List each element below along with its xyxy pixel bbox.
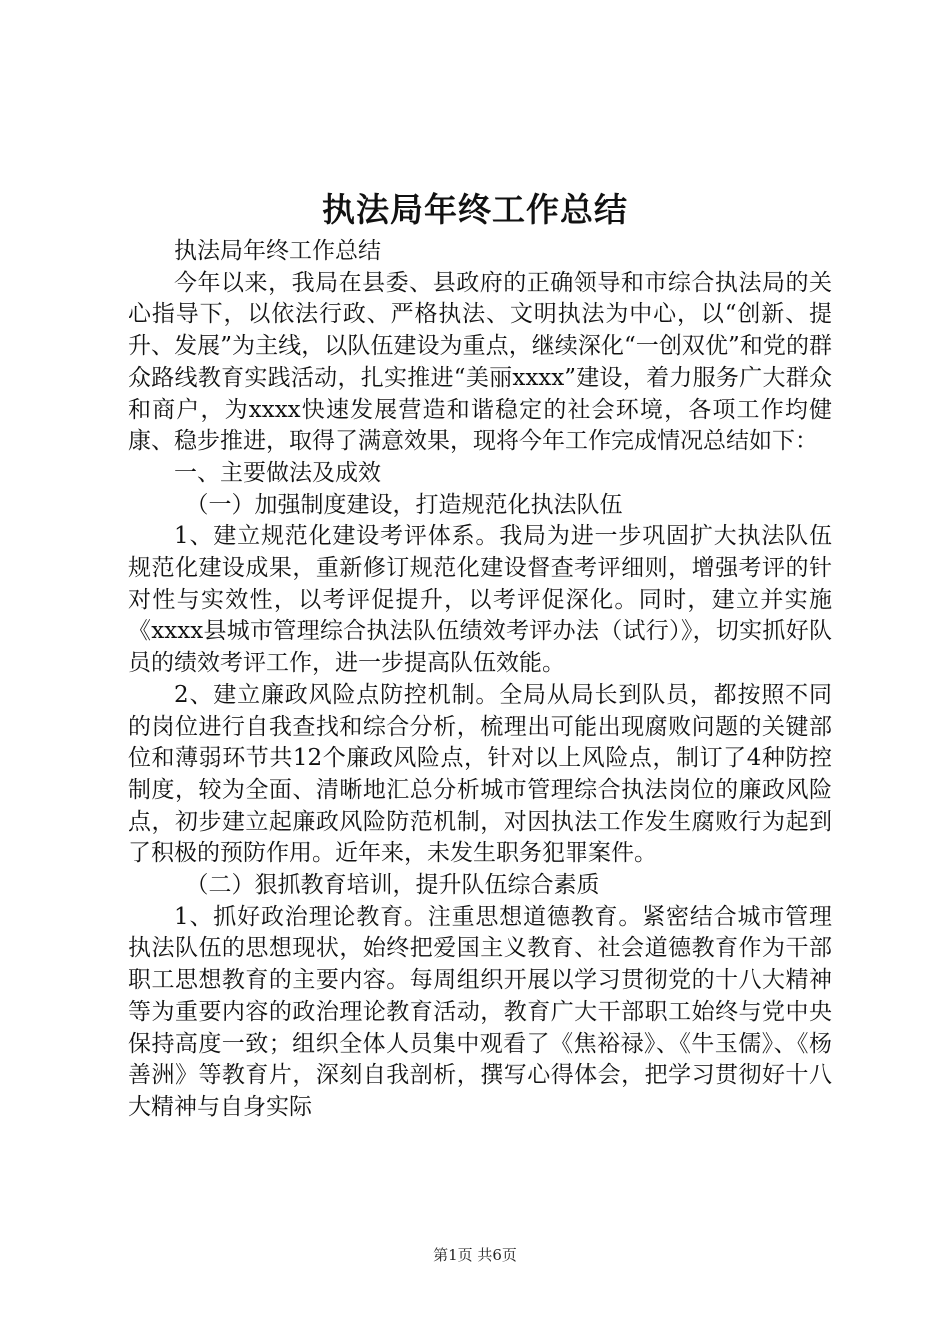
document-title: 执法局年终工作总结 [322, 190, 628, 229]
paragraph: 2、建立廉政风险点防控机制。全局从局长到队员，都按照不同的岗位进行自我查找和综合分析，梳理出可能出现腐败问题的关键部位和薄弱环节共12个廉政风险点，针对以上风险点，制订了4种防控制度，较为全面、清晰地汇总分析城市管理综合执法岗位的廉政风险点，初步建立起廉政风险防范机制，对因执法工作发生腐败行为起到了积极的预防作用。近年来，未发生职务犯罪案件。 [128, 681, 832, 867]
subsection-heading: （一）加强制度建设，打造规范化执法队伍 [185, 491, 623, 518]
paragraph: 执法局年终工作总结 [174, 238, 381, 264]
document-body [128, 236, 832, 1124]
paragraph: 1、抓好政治理论教育。注重思想道德教育。紧密结合城市管理执法队伍的思想现状，始终把爱国主义教育、社会道德教育作为干部职工思想教育的主要内容。每周组织开展以学习贯彻党的十八大精神等为重要内容的政治理论教育活动，教育广大干部职工始终与党中央保持高度一致；组织全体人员集中观看了《焦裕禄》、《牛玉儒》、《杨善洲》等教育片，深刻自我剖析，撰写心得体会，把学习贯彻好十八大精神与自身实际 [128, 903, 832, 1120]
subsection-heading: （二）狠抓教育培训，提升队伍综合素质 [185, 872, 600, 899]
paragraph: 1、建立规范化建设考评体系。我局为进一步巩固扩大执法队伍规范化建设成果，重新修订规范化建设督查考评细则，增强考评的针对性与实效性，以考评促提升，以考评促深化。同时，建立并实施《xxxx县城市管理综合执法队伍绩效考评办法（试行）》，切实抓好队员的绩效考评工作，进一步提高队伍效能。 [128, 523, 832, 677]
page-number: 第1页 共6页 [433, 1246, 517, 1264]
paragraph: 今年以来，我局在县委、县政府的正确领导和市综合执法局的关心指导下，以依法行政、严格执法、文明执法为中心，以“创新、提升、发展”为主线，以队伍建设为重点，继续深化“一创双优”和党的群众路线教育实践活动，扎实推进“美丽xxxx”建设，着力服务广大群众和商户，为xxxx快速发展营造和谐稳定的社会环境，各项工作均健康、稳步推进，取得了满意效果，现将今年工作完成情况总结如下： [128, 269, 832, 455]
section-heading: 一、主要做法及成效 [174, 459, 381, 486]
